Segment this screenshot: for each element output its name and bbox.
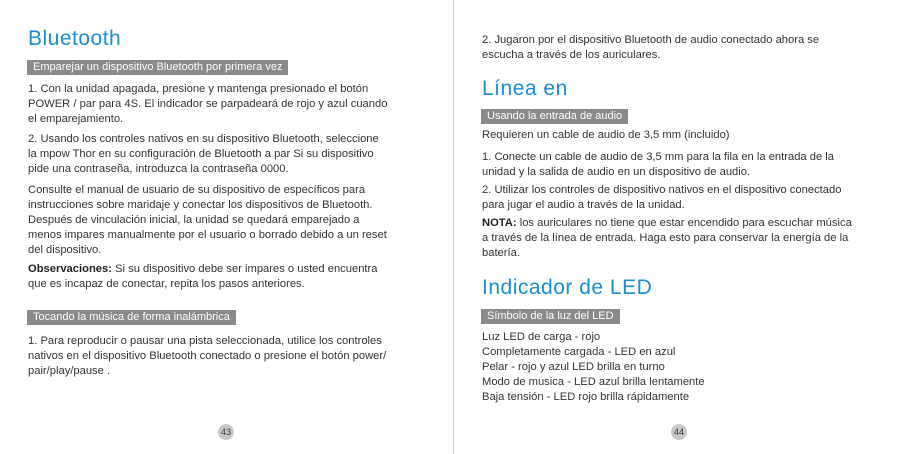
paragraph-power-on [28,82,428,127]
text-line: 1. Para reproducir o pausar una pista seleccionada, utilice los controles [28,335,382,347]
led-status-item: Completamente cargada - LED en azul [482,346,676,358]
text-line: la mpow Thor en su configuración de Bluetooth a par Si su dispositivo [28,148,374,160]
led-status-item: Baja tensión - LED rojo brilla rápidamente [482,391,690,403]
text-line: 1. Con la unidad apagada, presione y mantenga presionado el botón [28,83,369,95]
text-line: nativos en el dispositivo Bluetooth conectado o presione el botón power/ [28,350,387,362]
text-line: escucha a través de los auriculares. [482,49,661,61]
paragraph-observations [28,262,428,292]
section-header-led-symbol: Símbolo de la luz del LED [481,309,620,324]
text-line: 2. Usando los controles nativos en su dispositivo Bluetooth, seleccione [28,133,379,145]
text-line [482,216,882,231]
text-line: batería. [482,247,520,259]
paragraph-connect-cable [482,150,882,180]
observations-text: Si su dispositivo debe ser impares o usted encuentra [111,263,378,275]
text-line: pair/play/pause . [28,365,111,377]
page-title-line-in: Línea en [482,77,568,100]
led-status-list [482,330,882,405]
paragraph-play-pause [28,334,428,379]
page-number: 44 [671,424,687,440]
text-line: 2. Jugaron por el dispositivo Bluetooth de audio conectado ahora se [482,34,820,46]
paragraph-note [482,216,882,261]
led-status-item: Luz LED de carga - rojo [482,331,601,343]
led-status-item: Pelar - rojo y azul LED brilla en turno [482,361,665,373]
text-line: Después de vinculación inicial, la unidad se quedará emparejado a [28,214,360,226]
paragraph-requirement [482,128,882,143]
right-page [454,0,907,454]
paragraph-select-device [28,132,428,177]
text-line: el emparejamiento. [28,113,124,125]
section-header-pairing: Emparejar un dispositivo Bluetooth por primera vez [27,60,288,75]
led-status-item: Modo de musica - LED azul brilla lentamente [482,376,705,388]
text-line: del dispositivo. [28,244,102,256]
observations-label: Observaciones: [28,263,112,275]
note-text: los auriculares no tiene que estar encendido para escuchar música [516,217,852,229]
text-line: POWER / par para 4S. El indicador se parpadeará de rojo y azul cuando [28,98,388,110]
text-line: Consulte el manual de usuario de su dispositivo de específicos para [28,184,366,196]
text-line: para jugar el audio a través de la unidad. [482,199,685,211]
text-line: unidad y la salida de audio en un dispositivo de audio. [482,166,751,178]
paragraph-consult-manual [28,183,428,258]
note-label: NOTA: [482,217,517,229]
text-line: menos impares manualmente por el usuario o borrado debido a un reset [28,229,387,241]
text-line: pide una contraseña, introduzca la contraseña 0000. [28,163,289,175]
text-line: instrucciones sobre maridaje y conectar los dispositivos de Bluetooth. [28,199,373,211]
left-page [0,0,453,454]
text-line: 1. Conecte un cable de audio de 3,5 mm para la fila en la entrada de la [482,151,835,163]
text-line: que es incapaz de conectar, repita los pasos anteriores. [28,278,305,290]
text-line: 2. Utilizar los controles de dispositivo nativos en el dispositivo conectado [482,184,842,196]
text-line: Requieren un cable de audio de 3,5 mm (incluido) [482,129,730,141]
text-line: a través de la línea de entrada. Haga esto para conservar la energía de la [482,232,849,244]
section-header-audio-input: Usando la entrada de audio [481,109,628,124]
page-number: 43 [218,424,234,440]
paragraph-playback [482,33,882,63]
page-title-bluetooth: Bluetooth [28,27,122,50]
section-header-wireless-music: Tocando la música de forma inalámbrica [27,310,236,325]
text-line [28,262,428,277]
paragraph-use-controls [482,183,882,213]
page-title-led-indicator: Indicador de LED [482,276,653,299]
